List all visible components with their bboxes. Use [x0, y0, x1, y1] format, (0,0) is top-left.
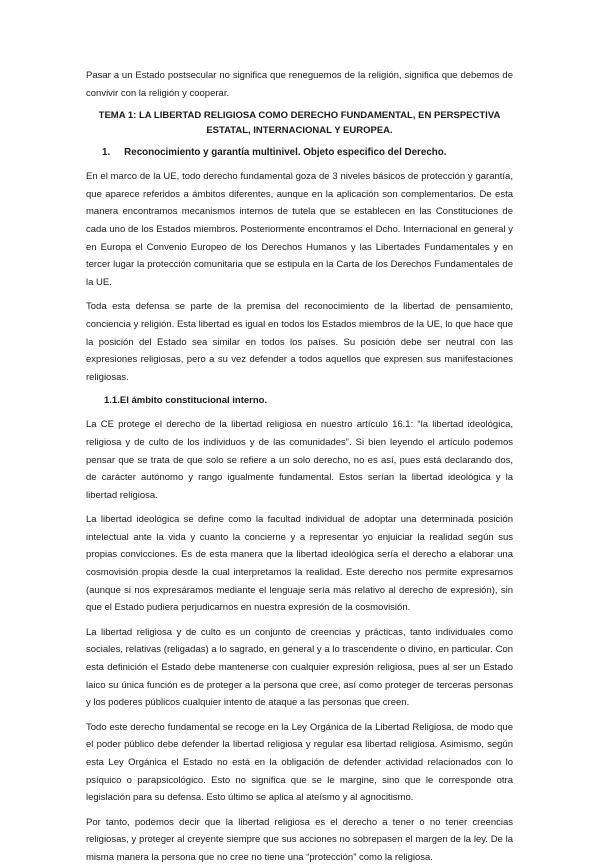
section-1-heading — [102, 145, 513, 161]
paragraph-premise: Toda esta defensa se parte de la premisa del reconocimiento de la libertad de pensamiento, conciencia y religión. Esta libertad es igual en todos los Estados miembros de la UE, lo que hace que la posición del Estado sea similar en todos los países. Su posición debe ser neutral con las expresiones religiosas, pero a su vez defender a todos aquellos que expresen sus manifestaciones religiosas. — [86, 301, 513, 383]
paragraph-conclusion: Por tanto, podemos decir que la libertad religiosa es el derecho a tener o no tener creencias religiosas, y proteger al creyente siempre que sus acciones no sobrepasen el margen de la ley. De la misma manera la persona que no cree no tiene una “protección” como la religiosa. — [86, 816, 513, 863]
section-1-title: Reconocimiento y garantía multinivel. Objeto especifico del Derecho. — [124, 147, 447, 159]
tema-title: TEMA 1: LA LIBERTAD RELIGIOSA COMO DERECHO FUNDAMENTAL, EN PERSPECTIVA ESTATAL, INTERNACIONAL Y EUROPEA. — [98, 110, 501, 136]
section-1-1-title: El ámbito constitucional interno. — [119, 395, 268, 407]
intro-paragraph: Pasar a un Estado postsecular no significa que reneguemos de la religión, significa que debemos de convivir con la religión y cooperar. — [86, 70, 513, 99]
paragraph-organic-law: Todo este derecho fundamental se recoge en la Ley Orgánica de la Libertad Religiosa, de modo que el poder público debe defender la libertad religiosa y regular esa libertad religiosa. Asimismo, según esta Ley Orgánica el Estado no está en la obligación de defender actividad relacionados con lo psíquico o parapsicológico. Esto no significa que se le margine, sino que le corresponde otra legislación para su defensa. Esto último se aplica al ateísmo y al agnocitismo. — [86, 721, 513, 804]
paragraph-ce-article: La CE protege el derecho de la libertad religiosa en nuestro artículo 16.1: “la libertad ideológica, religiosa y de culto de los individuos y de las comunidades”. Si bien leyendo el artículo podemos pensar que se trata de que solo se refiere a un solo derecho, no es así, pues está declarando dos, de carácter autónomo y rango igualmente fundamental. Estos serían la libertad ideológica y la libertad religiosa. — [86, 419, 513, 501]
section-1-number: 1. — [102, 147, 111, 159]
paragraph-religious-freedom: La libertad religiosa y de culto es un conjunto de creencias y prácticas, tanto individuales como sociales, relativas (religadas) a lo sagrado, en general y a lo trascendente o divino, en particular. Con esta definición el Estado debe mantenerse con cualquier expresión religiosa, pues al ser un Estado laico su única función es de proteger a la persona que cree, así como proteger de terceras personas y los poderes públicos cualquier intento de ataque a las personas que creen. — [86, 626, 513, 709]
section-1-1-heading — [104, 393, 513, 409]
paragraph-protection-levels: En el marco de la UE, todo derecho fundamental goza de 3 niveles básicos de protección y garantía, que aparece referidos a ámbitos diferentes, aunque en la aplicación son complementarios. De esta manera encontramos mecanismos internos de tutela que se establecen en las Constituciones de cada uno de los Estados miembros. Posteriormente encontramos el Dcho. Internacional en general y en Europa el Convenio Europeo de los Derechos Humanos y las Libertades Fundamentales y en tercer lugar la protección comunitaria que se estipula en la Carta de los Derechos Fundamentales de la UE. — [86, 171, 513, 288]
section-1-1-number: 1.1. — [104, 395, 120, 407]
paragraph-ideological-freedom: La libertad ideológica se define como la facultad individual de adoptar una determinada posición intelectual ante la vida y cuanto la concierne y a representar yo enjuiciar la realidad según sus propias convicciones. Es de esta manera que la libertad ideológica sería el derecho a elaborar una cosmovisión propia desde la cual interpretamos la realidad. Este derecho nos permite expresarnos (aunque si nos expresáramos mediante el lenguaje sería más relativo al derecho de expresión), sin que el Estado pudiera perjudicarnos en nuestra expresión de la cosmovisión. — [86, 514, 513, 614]
